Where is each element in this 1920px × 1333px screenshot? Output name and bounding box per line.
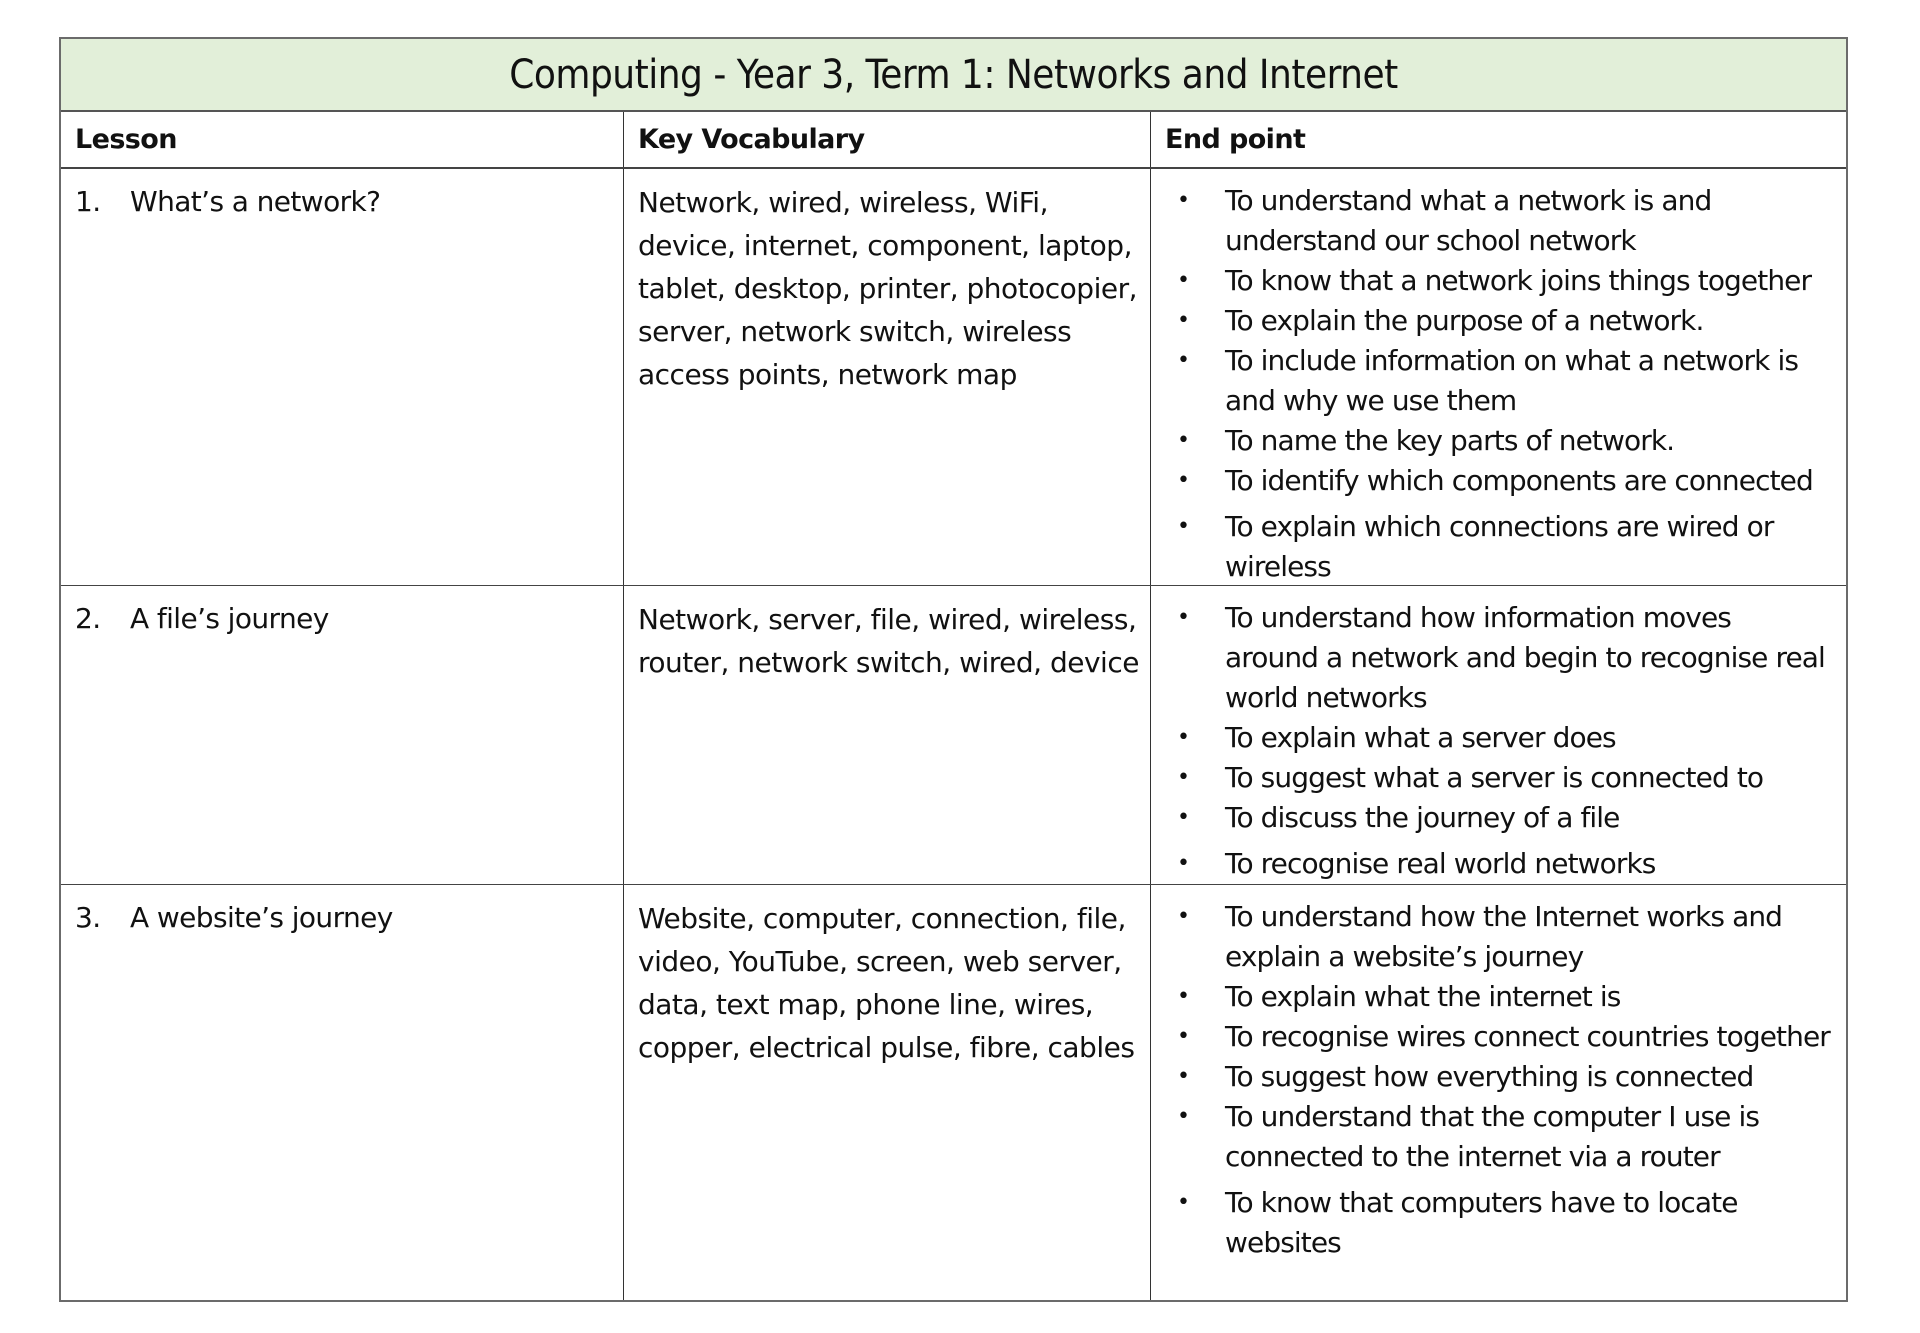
bullet-icon: • bbox=[1176, 805, 1190, 830]
endpoint-item: • To name the key parts of network. bbox=[1151, 421, 1832, 461]
bullet-icon: • bbox=[1176, 605, 1190, 630]
lesson-number: 2. bbox=[75, 602, 101, 635]
endpoint-item: • To suggest what a server is connected to bbox=[1151, 758, 1832, 798]
bullet-icon: • bbox=[1176, 348, 1190, 373]
bullet-icon: • bbox=[1176, 904, 1190, 929]
endpoint-item: • To recognise real world networks bbox=[1151, 844, 1832, 884]
endpoint-cell bbox=[1151, 169, 1846, 585]
endpoint-item: • To know that a network joins things together bbox=[1151, 261, 1832, 301]
endpoint-item: • To identify which components are connected bbox=[1151, 461, 1832, 501]
endpoint-item: • To include information on what a network is and why we use them bbox=[1151, 341, 1832, 421]
curriculum-table bbox=[59, 37, 1848, 1302]
table-row bbox=[61, 169, 1846, 586]
bullet-icon: • bbox=[1176, 851, 1190, 876]
bullet-icon: • bbox=[1176, 725, 1190, 750]
header-key-vocabulary: Key Vocabulary bbox=[624, 112, 1151, 167]
vocabulary-cell: Network, server, file, wired, wireless, router, network switch, wired, device bbox=[624, 586, 1151, 884]
endpoint-item: • To suggest how everything is connected bbox=[1151, 1057, 1832, 1097]
endpoint-item: • To explain what the internet is bbox=[1151, 977, 1832, 1017]
bullet-icon: • bbox=[1176, 1064, 1190, 1089]
lesson-title: A website’s journey bbox=[130, 901, 393, 934]
lesson-cell bbox=[61, 169, 624, 585]
endpoint-item: • To understand how information moves around a network and begin to recognise real world networks bbox=[1151, 598, 1832, 718]
endpoint-item: • To recognise wires connect countries together bbox=[1151, 1017, 1832, 1057]
bullet-icon: • bbox=[1176, 1104, 1190, 1129]
endpoint-item: • To know that computers have to locate websites bbox=[1151, 1183, 1832, 1263]
bullet-icon: • bbox=[1176, 188, 1190, 213]
lesson-number: 3. bbox=[75, 901, 101, 934]
endpoint-item: • To understand that the computer I use is connected to the internet via a router bbox=[1151, 1097, 1832, 1177]
lesson-cell bbox=[61, 586, 624, 884]
header-lesson: Lesson bbox=[61, 112, 624, 167]
bullet-icon: • bbox=[1176, 468, 1190, 493]
bullet-icon: • bbox=[1176, 268, 1190, 293]
bullet-icon: • bbox=[1176, 1024, 1190, 1049]
endpoint-item: • To explain what a server does bbox=[1151, 718, 1832, 758]
lesson-number: 1. bbox=[75, 185, 101, 218]
endpoint-item: • To explain which connections are wired or wireless bbox=[1151, 507, 1832, 587]
endpoint-item: • To explain the purpose of a network. bbox=[1151, 301, 1832, 341]
table-row bbox=[61, 586, 1846, 885]
table-row bbox=[61, 885, 1846, 1300]
vocabulary-cell: Website, computer, connection, file, video, YouTube, screen, web server, data, text map, phone line, wires, copper, electrical pulse, fibre, cables bbox=[624, 885, 1151, 1300]
lesson-title: A file’s journey bbox=[130, 602, 329, 635]
bullet-icon: • bbox=[1176, 765, 1190, 790]
header-row bbox=[61, 112, 1846, 169]
endpoint-cell bbox=[1151, 586, 1846, 884]
bullet-icon: • bbox=[1176, 428, 1190, 453]
bullet-icon: • bbox=[1176, 984, 1190, 1009]
endpoint-item: • To understand how the Internet works and explain a website’s journey bbox=[1151, 897, 1832, 977]
endpoint-item: • To understand what a network is and understand our school network bbox=[1151, 181, 1832, 261]
endpoint-cell bbox=[1151, 885, 1846, 1300]
bullet-icon: • bbox=[1176, 1190, 1190, 1215]
bullet-icon: • bbox=[1176, 514, 1190, 539]
lesson-title: What’s a network? bbox=[130, 185, 381, 218]
header-end-point: End point bbox=[1165, 124, 1306, 155]
vocabulary-cell: Network, wired, wireless, WiFi, device, internet, component, laptop, tablet, desktop, printer, photocopier, server, network switch, wireless access points, network map bbox=[624, 169, 1151, 585]
table-title: Computing - Year 3, Term 1: Networks and Internet bbox=[61, 39, 1846, 112]
bullet-icon: • bbox=[1176, 308, 1190, 333]
endpoint-item: • To discuss the journey of a file bbox=[1151, 798, 1832, 838]
lesson-cell bbox=[61, 885, 624, 1300]
